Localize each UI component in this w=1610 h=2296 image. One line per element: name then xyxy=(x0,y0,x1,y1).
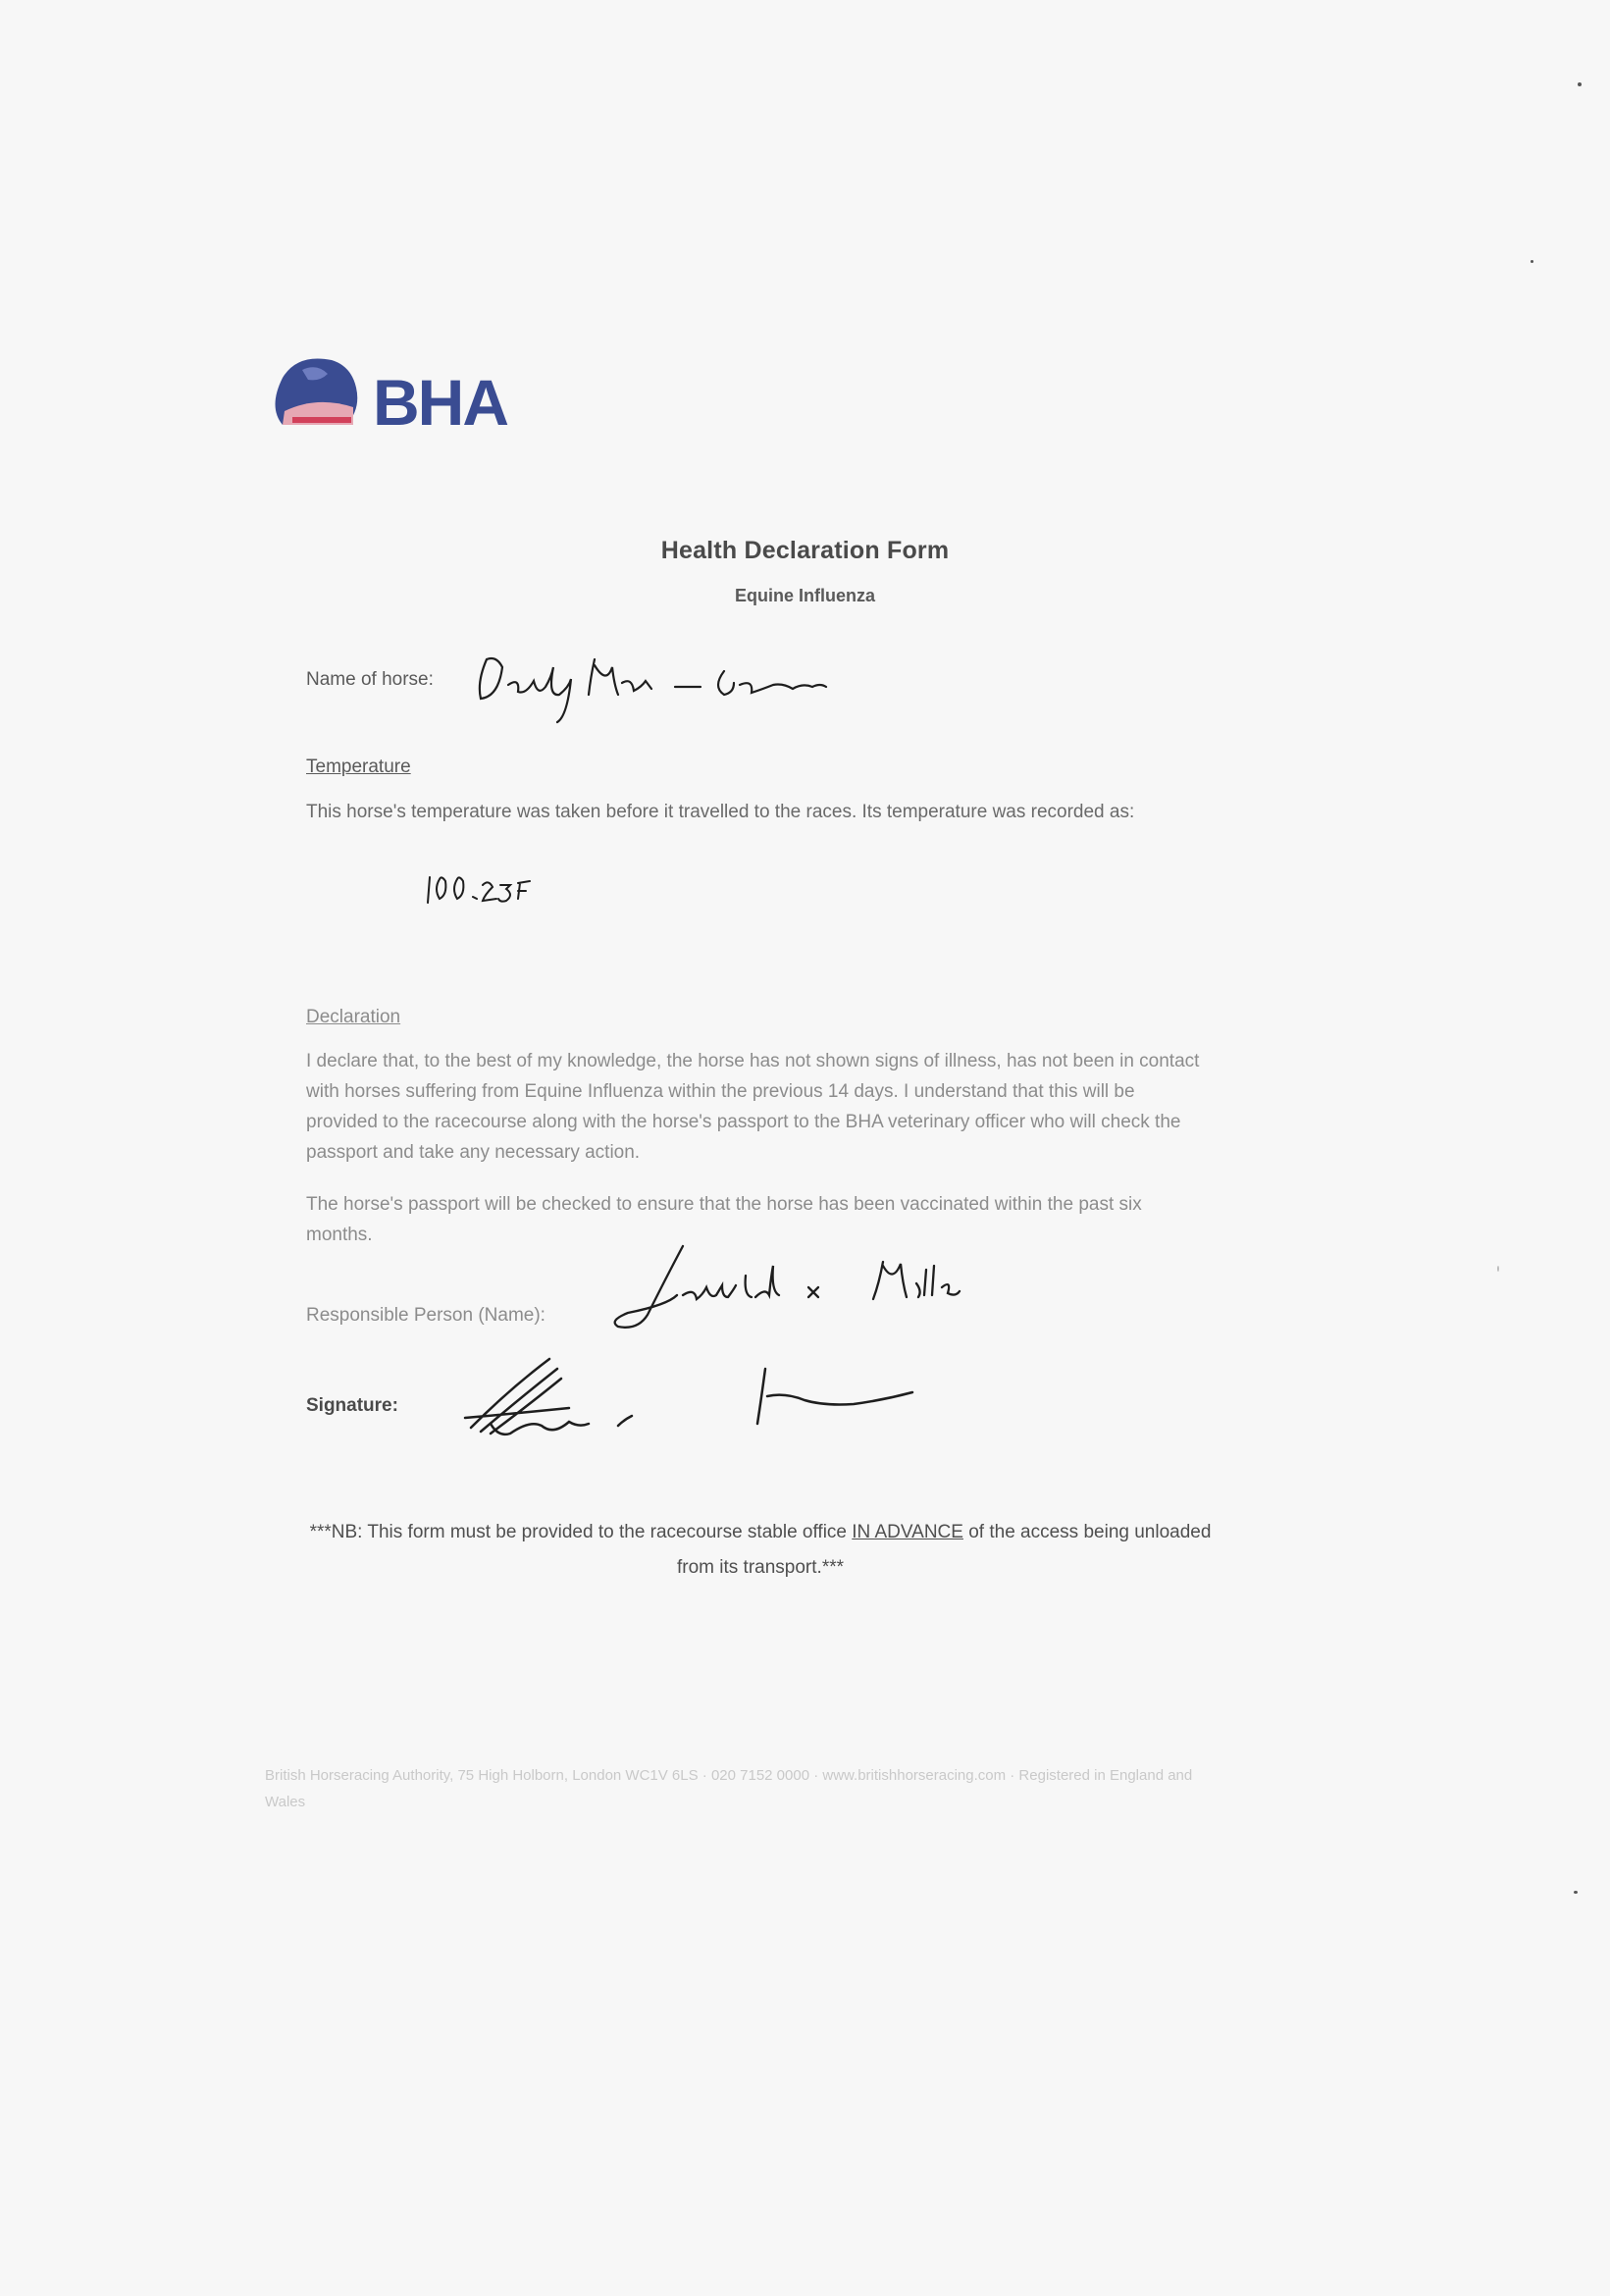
temperature-handwriting xyxy=(424,860,561,923)
scan-speck xyxy=(1578,82,1582,86)
form-title: Health Declaration Form xyxy=(660,537,950,564)
horse-head-icon xyxy=(276,358,358,425)
advance-notice-note xyxy=(294,1515,1226,1586)
passport-check-text: The horse's passport will be checked to ensure that the horse has been vaccinated within the past six months. xyxy=(306,1194,1142,1245)
temperature-text: This horse's temperature was taken before it travelled to the races. Its temperature was recorded as: xyxy=(306,802,1135,822)
signature-scrawl xyxy=(451,1349,981,1452)
note-prefix: ***NB: This form must be provided to the racecourse stable office xyxy=(309,1522,847,1542)
responsible-person-handwriting xyxy=(589,1236,1001,1349)
scan-speck xyxy=(1574,1891,1578,1894)
logo-text: BHA xyxy=(373,366,507,439)
scan-speck xyxy=(1497,1266,1499,1272)
temperature-heading: Temperature xyxy=(306,757,411,777)
declaration-heading: Declaration xyxy=(306,1007,401,1027)
form-subtitle: Equine Influenza xyxy=(734,586,875,605)
note-suffix: of the access being unloaded from its transport.*** xyxy=(677,1522,1212,1578)
bha-logo xyxy=(263,348,528,456)
footer-address: British Horseracing Authority, 75 High Holborn, London WC1V 6LS · 020 7152 0000 · www.britishhorseracing.com · Registered in England and Wales xyxy=(265,1767,1193,1810)
responsible-person-label: Responsible Person (Name): xyxy=(306,1305,545,1326)
horse-name-label: Name of horse: xyxy=(306,669,434,690)
horse-name-handwriting xyxy=(469,638,861,731)
signature-label: Signature: xyxy=(306,1395,398,1416)
note-emphasis: IN ADVANCE xyxy=(852,1522,963,1542)
declaration-text: I declare that, to the best of my knowledge, the horse has not shown signs of illness, has not been in contact with horses suffering from Equine Influenza within the previous 14 days. I understand that this will be provided to the racecourse along with the horse's passport to the BHA veterinary officer who will check the passport and take any necessary action. xyxy=(306,1051,1200,1163)
scan-speck xyxy=(1531,260,1533,263)
